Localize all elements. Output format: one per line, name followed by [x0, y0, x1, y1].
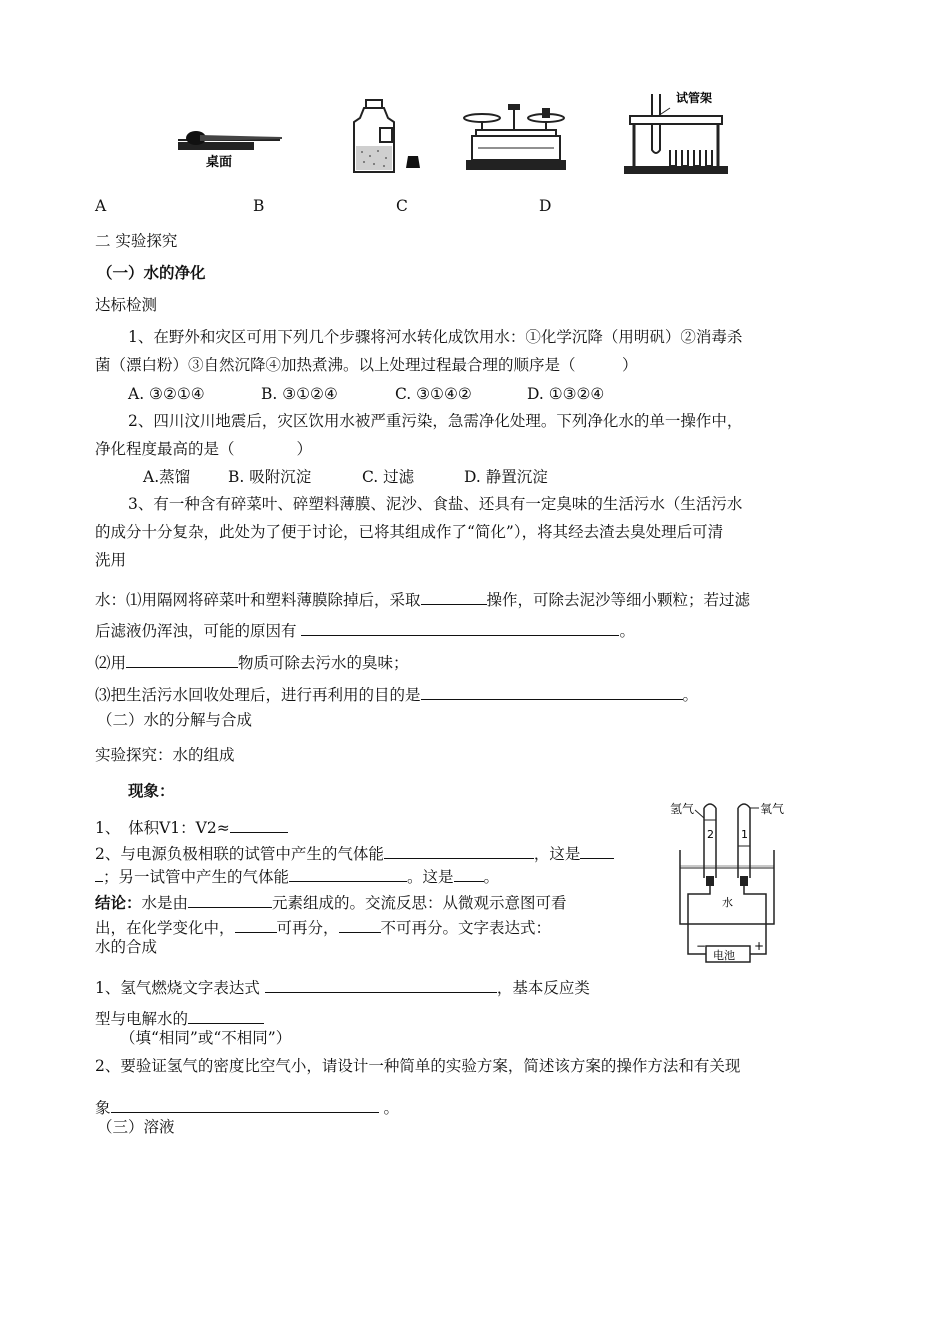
- q3-part3-text-a: ⑶把生活污水回收处理后，进行再利用的目的是: [95, 686, 421, 704]
- left-test-tube: [704, 804, 716, 878]
- reflection-text-b: 可再分，: [276, 919, 339, 937]
- other-this-is-text: 。这是: [407, 868, 454, 886]
- figure-letter-d: D: [539, 197, 552, 215]
- q3-part1-text-a: 水：⑴用隔网将碎菜叶和塑料薄膜除掉后，采取: [95, 591, 421, 609]
- reflection-text-c: 不可再分。文字表达式：: [380, 919, 552, 937]
- q3-blank-purpose[interactable]: [421, 684, 683, 700]
- synth-q1-line: [95, 977, 590, 998]
- figure-letter-a: A: [95, 197, 107, 215]
- synth-q1-hint: （填“相同”或“不相同”）: [120, 1029, 292, 1047]
- q3-part1-text-c: 后滤液仍浑浊，可能的原因有: [95, 622, 297, 640]
- elements-blank[interactable]: [188, 892, 272, 908]
- reflection-text-a: 出，在化学变化中，: [95, 919, 235, 937]
- figure-d-test-tube-rack: [620, 88, 730, 178]
- subsection-2-title: （二）水的分解与合成: [97, 711, 253, 729]
- figure-letter-c: C: [396, 197, 408, 215]
- synth-q1-text-b: ，基本反应类: [496, 979, 590, 997]
- q1-option-a: A. ③②①④: [128, 385, 205, 403]
- other-tube-blank[interactable]: [289, 866, 407, 882]
- negative-gas-blank-cont[interactable]: [95, 866, 103, 882]
- combustion-equation-blank[interactable]: [265, 977, 497, 993]
- synth-q2-text-a: 象: [95, 1099, 111, 1117]
- q1-line1: 1、在野外和灾区可用下列几个步骤将河水转化成饮用水：①化学沉降（用明矾）②消毒杀: [128, 328, 743, 346]
- other-tube-text: ；另一试管中产生的气体能: [103, 868, 290, 886]
- right-test-tube: [738, 804, 750, 878]
- synth-q2-line2: [95, 1097, 399, 1118]
- hydrogen-label: 氢气: [670, 802, 695, 816]
- conclusion-text-a: 水是由: [141, 894, 189, 912]
- figure-c-balance: [462, 100, 572, 180]
- phen-line-3: [95, 866, 499, 887]
- volume-ratio-blank[interactable]: [230, 817, 288, 833]
- phen-line-2: [95, 843, 614, 864]
- water-label: 水: [722, 896, 733, 909]
- figure-b-bottle: [344, 98, 434, 178]
- same-or-not-blank[interactable]: [188, 1008, 264, 1024]
- q3-part3-line: [95, 684, 698, 705]
- q3-part2-text-b: 物质可除去污水的臭味；: [238, 654, 409, 672]
- section-title: 二 实验探究: [95, 232, 178, 250]
- table-label: 桌面: [206, 155, 233, 170]
- tube-1-number: 1: [741, 828, 748, 841]
- subsection-1-title: （一）水的净化: [97, 263, 206, 282]
- synth-q2-line1: 2、要验证氢气的密度比空气小，请设计一种简单的实验方案，简述该方案的操作方法和有关现: [95, 1057, 741, 1075]
- plus-sign: +: [754, 939, 765, 953]
- other-period: 。: [483, 868, 500, 886]
- conclusion-label: 结论：: [95, 893, 142, 912]
- q3-blank-substance[interactable]: [126, 652, 238, 668]
- q3-part2-line: [95, 652, 409, 673]
- q3-blank-operation[interactable]: [421, 589, 487, 605]
- q2-line2: 净化程度最高的是（ ）: [95, 440, 313, 458]
- figure-a-match-on-table: [170, 118, 290, 178]
- q1-option-b: B. ③①②④: [261, 385, 338, 403]
- check-heading: 达标检测: [95, 296, 158, 314]
- battery-label: 电池: [713, 949, 735, 962]
- q2-option-c: C. 过滤: [362, 468, 415, 486]
- q2-line1: 2、四川汶川地震后，灾区饮用水被严重污染，急需净化处理。下列净化水的单一操作中，: [128, 412, 743, 430]
- q1-line2: 菌（漂白粉）③自然沉降④加热煮沸。以上处理过程最合理的顺序是（ ）: [95, 356, 638, 374]
- q2-option-d: D. 静置沉淀: [464, 468, 548, 486]
- synth-q2-text-b: 。: [383, 1099, 399, 1117]
- q3-line3: 洗用: [95, 551, 127, 569]
- synth-q1-text-c: 型与电解水的: [95, 1010, 189, 1028]
- q2-option-b: B. 吸附沉淀: [228, 468, 312, 486]
- volume-ratio-text: 1、 体积V1：V2≈: [95, 819, 230, 837]
- oxygen-label: 氧气: [760, 802, 785, 816]
- synth-q1-line2: [95, 1008, 264, 1029]
- negative-gas-blank[interactable]: [580, 843, 614, 859]
- minus-sign: −: [696, 939, 707, 953]
- tube-2-number: 2: [707, 828, 714, 841]
- electrolysis-apparatus: [666, 794, 796, 974]
- q1-option-c: C. ③①④②: [395, 385, 472, 403]
- q3-part1-text-d: 。: [619, 622, 635, 640]
- negative-tube-blank[interactable]: [384, 843, 534, 859]
- rack-label: 试管架: [676, 91, 713, 105]
- conclusion-line: [95, 892, 567, 913]
- water-trough: [680, 850, 774, 924]
- synthesis-heading: 水的合成: [95, 938, 158, 956]
- conclusion-text-b: 元素组成的。交流反思：从微观示意图可看: [272, 894, 567, 912]
- this-is-text: ，这是: [533, 845, 581, 863]
- explore-heading: 实验探究：水的组成: [95, 746, 235, 764]
- q3-blank-reason[interactable]: [301, 620, 619, 636]
- reflection-line: [95, 917, 551, 938]
- q3-part1-line2: [95, 620, 635, 641]
- q3-part1-line: [95, 589, 750, 610]
- phenomena-heading: 现象：: [128, 781, 175, 800]
- figure-letter-b: B: [253, 197, 265, 215]
- phen-line-1: [95, 817, 288, 838]
- phenomenon-blank[interactable]: [111, 1097, 379, 1113]
- q1-option-d: D. ①③②④: [527, 385, 605, 403]
- q3-part1-text-b: 操作，可除去泥沙等细小颗粒；若过滤: [486, 591, 751, 609]
- synth-q1-text-a: 1、氢气燃烧文字表达式: [95, 979, 260, 997]
- indivisible-blank[interactable]: [339, 917, 381, 933]
- other-gas-blank[interactable]: [454, 866, 484, 882]
- q3-line2: 的成分十分复杂，此处为了便于讨论，已将其组成作了“简化”），将其经去渣去臭处理后可清: [95, 523, 724, 541]
- q3-part2-text-a: ⑵用: [95, 654, 127, 672]
- divisible-blank[interactable]: [235, 917, 277, 933]
- q3-line1: 3、有一种含有碎菜叶、碎塑料薄膜、泥沙、食盐、还具有一定臭味的生活污水（生活污水: [128, 495, 743, 513]
- q2-option-a: A.蒸馏: [143, 468, 191, 486]
- subsection-3-title: （三）溶液: [97, 1118, 175, 1136]
- negative-tube-text: 2、与电源负极相联的试管中产生的气体能: [95, 845, 384, 863]
- q3-part3-text-b: 。: [682, 686, 699, 704]
